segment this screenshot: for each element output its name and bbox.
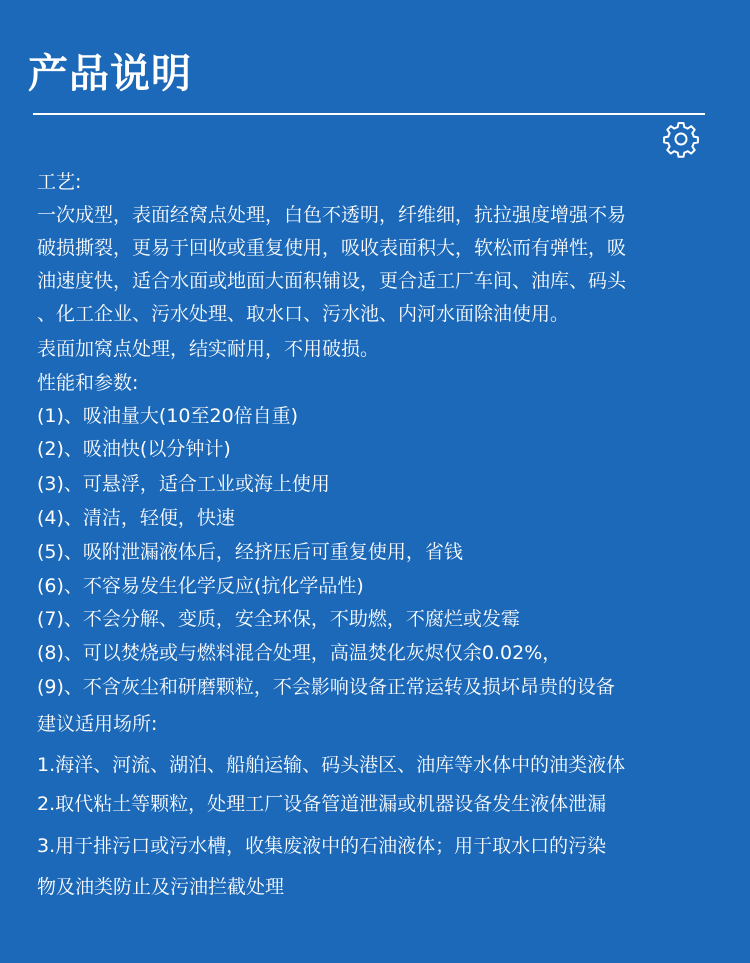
text-line: 2.取代粘土等颗粒，处理工厂设备管道泄漏或机器设备发生液体泄漏	[37, 793, 607, 815]
text-line: (3)、可悬浮，适合工业或海上使用	[37, 473, 330, 495]
text-line: (1)、吸油量大(10至20倍自重)	[37, 405, 299, 427]
text-line: 破损撕裂，更易于回收或重复使用，吸收表面积大，软松而有弹性，吸	[37, 237, 627, 259]
text-line: (9)、不含灰尘和研磨颗粒，不会影响设备正常运转及损坏昂贵的设备	[37, 676, 615, 698]
page-title: 产品说明	[28, 51, 192, 97]
text-line: 表面加窝点处理，结实耐用，不用破损。	[37, 338, 380, 360]
text-line: (4)、清洁，轻便，快速	[37, 507, 235, 529]
text-line: 1.海洋、河流、湖泊、船舶运输、码头港区、油库等水体中的油类液体	[37, 754, 626, 776]
text-line: (6)、不容易发生化学反应(抗化学品性)	[37, 575, 364, 597]
text-line: 油速度快，适合水面或地面大面积铺设，更合适工厂车间、油库、码头	[37, 270, 627, 292]
text-line: (7)、不会分解、变质，安全环保，不助燃，不腐烂或发霉	[37, 608, 520, 630]
text-line: 、化工企业、污水处理、取水口、污水池、内河水面除油使用。	[37, 303, 570, 325]
text-line: 工艺:	[37, 171, 82, 193]
text-line: 3.用于排污口或污水槽，收集废液中的石油液体；用于取水口的污染	[37, 835, 607, 857]
text-line: (5)、吸附泄漏液体后，经挤压后可重复使用，省钱	[37, 541, 463, 563]
text-line: 性能和参数:	[37, 372, 139, 394]
text-line: 建议适用场所:	[37, 713, 158, 735]
text-line: 一次成型，表面经窝点处理，白色不透明，纤维细，抗拉强度增强不易	[37, 204, 627, 226]
text-line: (8)、可以焚烧或与燃料混合处理，高温焚化灰烬仅余0.02%，	[37, 642, 562, 664]
text-line: (2)、吸油快(以分钟计)	[37, 438, 231, 460]
text-line: 物及油类防止及污油拦截处理	[37, 876, 285, 898]
